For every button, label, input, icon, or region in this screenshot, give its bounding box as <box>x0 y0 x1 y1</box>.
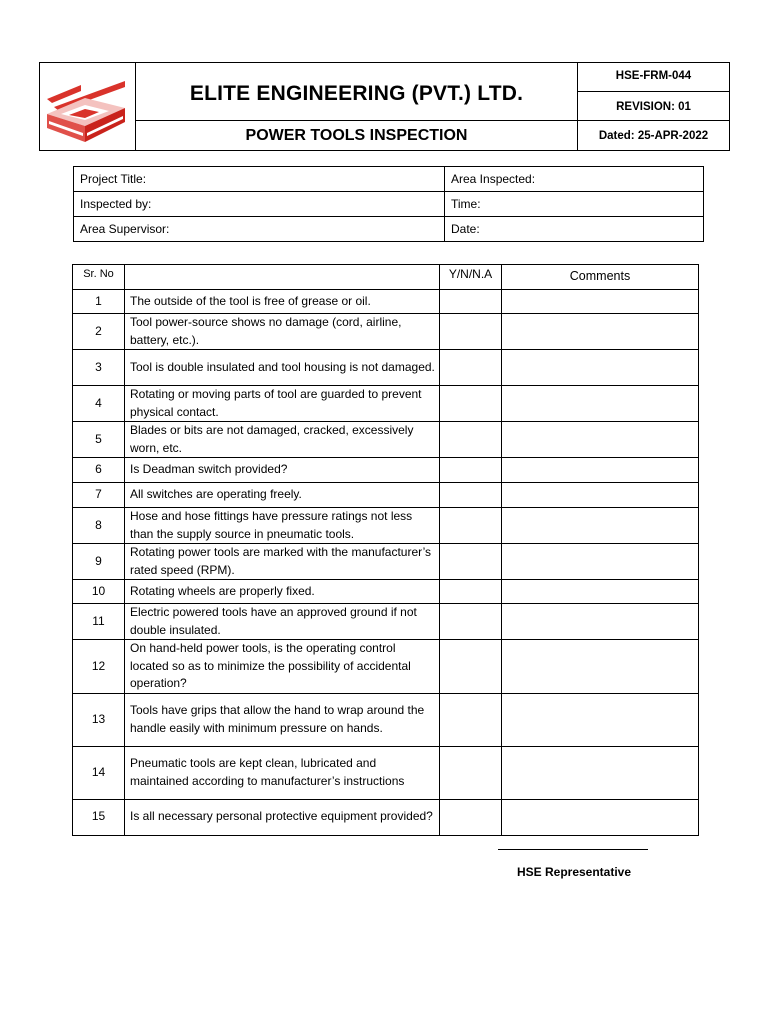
area-inspected-field[interactable]: Area Inspected: <box>445 167 704 192</box>
row-number: 10 <box>73 580 125 604</box>
row-number: 12 <box>73 640 125 694</box>
yn-na-cell[interactable] <box>440 290 502 314</box>
doc-code: HSE-FRM-044 <box>615 70 692 82</box>
checklist-row <box>73 746 699 799</box>
checklist-row <box>73 693 699 746</box>
comments-cell[interactable] <box>502 314 699 350</box>
row-number: 6 <box>73 458 125 483</box>
row-number: 13 <box>73 693 125 746</box>
checklist-item-text: Hose and hose fittings have pressure ratings not less than the supply source in pneumatic tools. <box>125 508 440 544</box>
row-number: 9 <box>73 544 125 580</box>
comments-cell[interactable] <box>502 544 699 580</box>
comments-cell[interactable] <box>502 693 699 746</box>
row-number: 11 <box>73 604 125 640</box>
comments-cell[interactable] <box>502 604 699 640</box>
checklist-item-text: Tool power-source shows no damage (cord, airline, battery, etc.). <box>125 314 440 350</box>
project-title-field[interactable]: Project Title: <box>74 167 445 192</box>
checklist-item-text: Rotating power tools are marked with the manufacturer’s rated speed (RPM). <box>125 544 440 580</box>
header-grid <box>39 62 730 151</box>
col-yn-na-header: Y/N/N.A <box>440 265 502 290</box>
checklist-item-text: Electric powered tools have an approved ground if not double insulated. <box>125 604 440 640</box>
col-sr-no-header: Sr. No <box>73 265 125 290</box>
checklist-item-text: Tool is double insulated and tool housing is not damaged. <box>125 350 440 386</box>
company-name: ELITE ENGINEERING (PVT.) LTD. <box>189 82 524 105</box>
checklist-row <box>73 386 699 422</box>
comments-cell[interactable] <box>502 746 699 799</box>
checklist-item-text: Rotating wheels are properly fixed. <box>125 580 440 604</box>
comments-cell[interactable] <box>502 290 699 314</box>
checklist-header-row <box>73 265 699 290</box>
comments-cell[interactable] <box>502 458 699 483</box>
yn-na-cell[interactable] <box>440 483 502 508</box>
comments-cell[interactable] <box>502 508 699 544</box>
checklist-row <box>73 483 699 508</box>
yn-na-cell[interactable] <box>440 799 502 835</box>
col-item-header <box>125 265 440 290</box>
checklist-item-text: Rotating or moving parts of tool are guarded to prevent physical contact. <box>125 386 440 422</box>
comments-cell[interactable] <box>502 350 699 386</box>
checklist-row <box>73 580 699 604</box>
signature-line[interactable] <box>498 849 648 850</box>
checklist-row <box>73 604 699 640</box>
comments-cell[interactable] <box>502 580 699 604</box>
checklist-row <box>73 508 699 544</box>
checklist-row <box>73 422 699 458</box>
row-number: 7 <box>73 483 125 508</box>
yn-na-cell[interactable] <box>440 350 502 386</box>
row-number: 1 <box>73 290 125 314</box>
checklist-item-text: All switches are operating freely. <box>125 483 440 508</box>
yn-na-cell[interactable] <box>440 544 502 580</box>
checklist-item-text: Is all necessary personal protective equipment provided? <box>125 799 440 835</box>
dated: Dated: 25-APR-2022 <box>598 130 709 142</box>
yn-na-cell[interactable] <box>440 640 502 694</box>
row-number: 3 <box>73 350 125 386</box>
checklist-row <box>73 314 699 350</box>
col-comments-header: Comments <box>502 265 699 290</box>
yn-na-cell[interactable] <box>440 580 502 604</box>
logo <box>39 62 135 151</box>
comments-cell[interactable] <box>502 640 699 694</box>
revision: REVISION: 01 <box>616 101 691 113</box>
yn-na-cell[interactable] <box>440 693 502 746</box>
yn-na-cell[interactable] <box>440 604 502 640</box>
area-supervisor-field[interactable]: Area Supervisor: <box>74 217 445 242</box>
checklist-item-text: Tools have grips that allow the hand to wrap around the handle easily with minimum pressure on hands. <box>125 693 440 746</box>
yn-na-cell[interactable] <box>440 422 502 458</box>
comments-cell[interactable] <box>502 483 699 508</box>
yn-na-cell[interactable] <box>440 458 502 483</box>
comments-cell[interactable] <box>502 422 699 458</box>
row-number: 15 <box>73 799 125 835</box>
comments-cell[interactable] <box>502 799 699 835</box>
checklist-item-text: The outside of the tool is free of grease or oil. <box>125 290 440 314</box>
yn-na-cell[interactable] <box>440 314 502 350</box>
inspection-checklist-table <box>72 264 699 836</box>
date-field[interactable]: Date: <box>445 217 704 242</box>
checklist-row <box>73 640 699 694</box>
yn-na-cell[interactable] <box>440 746 502 799</box>
checklist-row <box>73 458 699 483</box>
signature-label: HSE Representative <box>516 865 632 879</box>
form-title: POWER TOOLS INSPECTION <box>245 127 468 144</box>
yn-na-cell[interactable] <box>440 508 502 544</box>
checklist-item-text: Is Deadman switch provided? <box>125 458 440 483</box>
row-number: 2 <box>73 314 125 350</box>
checklist-row <box>73 544 699 580</box>
row-number: 4 <box>73 386 125 422</box>
project-info-table <box>73 166 704 242</box>
checklist-row <box>73 290 699 314</box>
yn-na-cell[interactable] <box>440 386 502 422</box>
checklist-row <box>73 350 699 386</box>
inspected-by-field[interactable]: Inspected by: <box>74 192 445 217</box>
checklist-item-text: Blades or bits are not damaged, cracked, excessively worn, etc. <box>125 422 440 458</box>
checklist-item-text: On hand-held power tools, is the operating control located so as to minimize the possibility of accidental operation? <box>125 640 440 694</box>
row-number: 8 <box>73 508 125 544</box>
company-logo-icon <box>39 62 135 151</box>
checklist-item-text: Pneumatic tools are kept clean, lubricated and maintained according to manufacturer’s instructions <box>125 746 440 799</box>
row-number: 5 <box>73 422 125 458</box>
row-number: 14 <box>73 746 125 799</box>
comments-cell[interactable] <box>502 386 699 422</box>
checklist-row <box>73 799 699 835</box>
time-field[interactable]: Time: <box>445 192 704 217</box>
